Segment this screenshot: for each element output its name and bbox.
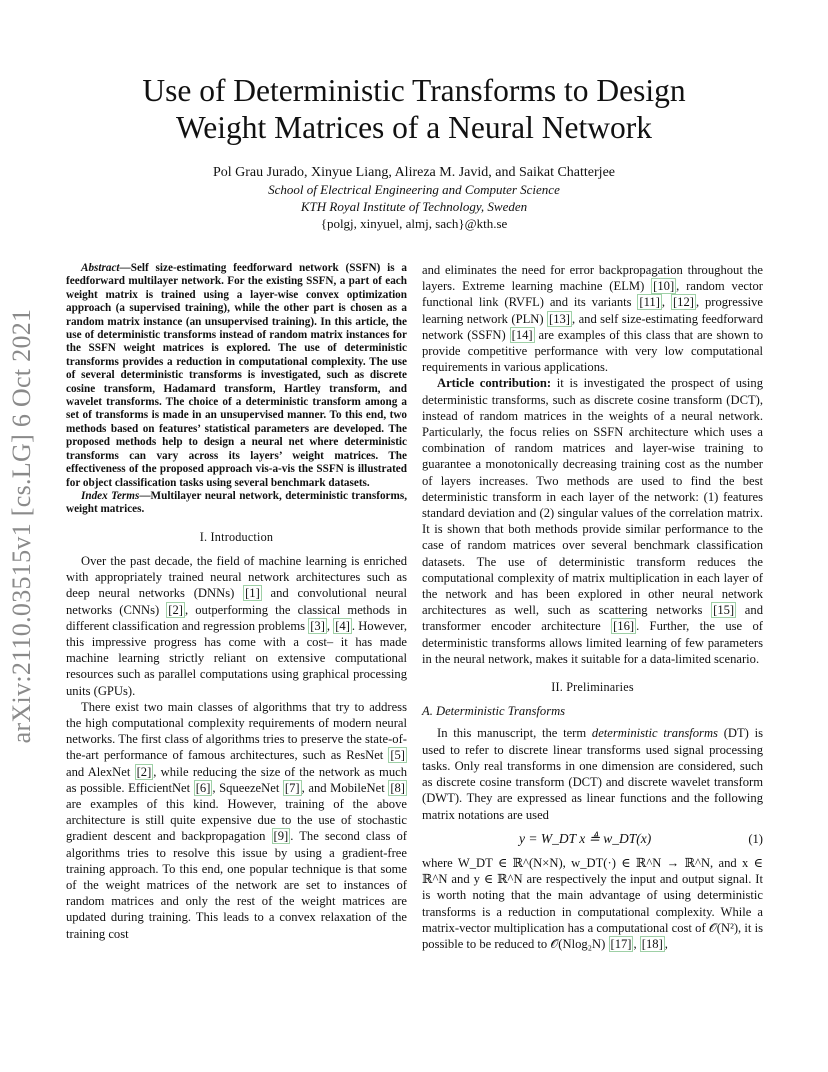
text-run: Over the past decade, the field of machine learning is enriched with appropriately trained neural network architectures such as deep neural networks (DNNs) <box>66 553 407 601</box>
subsection-heading-deterministic-transforms: A. Deterministic Transforms <box>422 704 566 719</box>
text-run: . However, this impressive progress has come with a cost– it has made machine learning strictly reliant on extensive computational resources such as parallel computations using graphical processing units (GPUs). <box>66 618 408 698</box>
section-heading-introduction: I. Introduction <box>199 529 274 544</box>
preliminaries-paragraph-1 <box>422 725 763 822</box>
citation-link[interactable]: [6] <box>195 780 211 795</box>
title-line-2: Weight Matrices of a Neural Network <box>176 110 652 145</box>
intro-paragraph-1 <box>66 553 407 699</box>
citation-link[interactable]: [12] <box>672 295 694 310</box>
text-run: are examples of this class that are shown to provide competitive performance with very low computational requirements in various applications. <box>422 327 764 375</box>
text-run: and eliminates the need for error backpropagation throughout the layers. Extreme learning machine (ELM) <box>422 263 763 294</box>
citation-link[interactable]: [4] <box>335 618 350 633</box>
abstract <box>66 262 407 490</box>
author-list: Pol Grau Jurado, Xinyue Liang, Alireza M. Javid, and Saikat Chatterjee <box>212 165 615 180</box>
text-run: , <box>661 295 671 310</box>
text-run: and transformer encoder architecture <box>422 603 763 634</box>
text-run: are examples of this kind. However, training of the above architecture is still quite expensive due to the use of stochastic gradient descent and backpropagation <box>66 796 407 844</box>
arxiv-identifier[interactable]: arXiv:2110.03515v1 [cs.LG] 6 Oct 2021 <box>7 308 36 744</box>
text-run: where W_DT ∈ ℝ^(N×N), w_DT(·) ∈ ℝ^N → ℝ^N, and x ∈ ℝ^N and y ∈ ℝ^N are respectively the input and output signal. It is worth noting that the main advantage of using deterministic transforms is a reduction in computational complexity. While a matrix-vector multiplication has a computational cost of 𝒪(N²), it is possible to be reduced to 𝒪(Nlog₂N) <box>422 855 763 951</box>
index-terms <box>66 490 407 517</box>
citation-link[interactable]: [17] <box>610 936 632 951</box>
text-run: . The second class of algorithms tries to resolve this issue by using a gradient-free training approach. To this end, one popular technique is that some of the weight matrices of the network are set to instances of random matrices and only the rest of the weight matrices are updated during training. This leads to a convex relaxation of the training cost <box>66 829 407 941</box>
citation-link[interactable]: [2] <box>168 602 183 617</box>
affiliation-school: School of Electrical Engineering and Computer Science <box>268 182 560 197</box>
citation-link[interactable]: [11] <box>639 295 660 310</box>
text-run: . Further, the use of deterministic transforms allows limited learning of few parameters in the neural network, makes it suitable for a data-limited scenario. <box>422 619 763 666</box>
citation-link[interactable]: [8] <box>390 780 405 795</box>
affiliation-institute: KTH Royal Institute of Technology, Sweden <box>300 199 528 214</box>
text-run: , SqueezeNet <box>212 780 283 795</box>
citation-link[interactable]: [18] <box>641 936 663 951</box>
citation-link[interactable]: [15] <box>713 603 735 618</box>
text-run: , and MobileNet <box>301 780 389 795</box>
contribution-paragraph <box>422 375 763 667</box>
text-run: it is investigated the prospect of using deterministic transforms, such as discrete cosine transform (DCT), instead of random matrices in the weights of a neural network. Particularly, the focus relies on SSFN architecture which uses a combination of random matrices and layer-wise training to guarantee a monotonically decreasing training cost as the number of layers increases. Two methods are used to find the best deterministic transform in each layer of the network: (1) features standard deviation and (2) singular values of the correlation matrix. It is shown that both methods provide similar performance to the case of random matrices over several benchmark classification datasets. The use of deterministic transform reduces the computational complexity of matrix multiplication in each layer of the network and has been explored in other neural network architectures as well, such as scattering networks <box>422 376 764 618</box>
citation-link[interactable]: [10] <box>653 279 675 294</box>
text-run: , <box>664 936 668 951</box>
text-run: , random vector functional link (RVFL) and its variants <box>422 279 763 310</box>
text-run: , outperforming the classical methods in different classification and regression problems <box>66 602 407 633</box>
citation-link[interactable]: [9] <box>273 829 289 844</box>
text-run: There exist two main classes of algorithms that try to address the high computational complexity requirements of modern neural networks. The first class of algorithms tries to preserve the state-of-the-art performance of famous architectures, such as ResNet <box>66 699 407 763</box>
citation-link[interactable]: [13] <box>549 311 570 326</box>
citation-link[interactable]: [5] <box>390 748 405 763</box>
equation-1 <box>422 831 763 847</box>
intro-paragraph-2 <box>66 699 407 942</box>
citation-link[interactable]: [14] <box>511 327 533 342</box>
intro-paragraph-3 <box>422 262 763 375</box>
equation-1-number: (1) <box>748 831 763 846</box>
citation-link[interactable]: [16] <box>613 619 635 634</box>
citation-link[interactable]: [2] <box>136 764 152 779</box>
left-column <box>66 262 407 942</box>
text-run: , and self size-estimating feedforward network (SSFN) <box>422 311 763 342</box>
emphasis-term: deterministic transforms <box>591 726 718 741</box>
text-run: , progressive learning network (PLN) <box>422 295 764 326</box>
section-heading-preliminaries: II. Preliminaries <box>551 680 634 695</box>
author-emails: {polgj, xinyuel, almj, sach}@kth.se <box>320 216 508 231</box>
text-run: (DT) is used to refer to discrete linear transforms used signal processing tasks. Only real transforms in one dimension are considered, such as discrete cosine transform (DCT) and discrete wavelet transform (DWT). They are expressed as linear functions and the following matrix notations are used <box>422 726 763 822</box>
text-run: In this manuscript, the term <box>437 726 592 741</box>
equation-1-body: y = W_DT x ≜ w_DT(x) <box>519 830 652 846</box>
index-terms-label: Index Terms <box>81 489 140 502</box>
abstract-label: Abstract <box>81 262 120 274</box>
preliminaries-paragraph-2 <box>422 855 763 952</box>
text-run: , <box>326 618 334 633</box>
text-run: and AlexNet <box>66 764 135 779</box>
title-line-1: Use of Deterministic Transforms to Design <box>142 73 686 108</box>
citation-link[interactable]: [1] <box>245 586 260 601</box>
arxiv-identifier-margin <box>4 296 40 756</box>
contribution-label: Article contribution: <box>437 376 552 391</box>
citation-link[interactable]: [7] <box>284 780 300 795</box>
citation-link[interactable]: [3] <box>310 618 325 633</box>
abstract-text: —Self size-estimating feedforward network (SSFN) is a feedforward multilayer network. For the existing SSFN, a part of each weight matrix is trained using a layer-wise convex optimization approach (a supervised training), while the other part is chosen as a random matrix instance (an unsupervised training). In this article, the use of deterministic transforms instead of random matrix instances for the SSFN weight matrices is explored. The use of deterministic transforms provides a reduction in computational complexity. The use of several deterministic transforms is investigated, such as discrete cosine transform, Hadamard transform, Hartley transform, and wavelet transforms. The choice of a deterministic transform among a set of transforms is made in an unsupervised manner. To this end, two methods based on features’ statistical parameters are developed. The proposed methods help to design a neural net where deterministic transforms can vary across its layers’ weight matrices. The effectiveness of the proposed approach vis-a-vis the SSFN is illustrated for object classification tasks using several benchmark datasets. <box>66 262 407 489</box>
text-run: , <box>633 936 640 951</box>
index-terms-text: —Multilayer neural network, deterministic transforms, weight matrices. <box>66 489 407 516</box>
paper-title <box>60 72 768 146</box>
text-run: and convolutional neural networks (CNNs) <box>66 586 407 617</box>
text-run: , while reducing the size of the network as much as possible. EfficientNet <box>66 764 407 795</box>
right-column <box>422 262 763 952</box>
